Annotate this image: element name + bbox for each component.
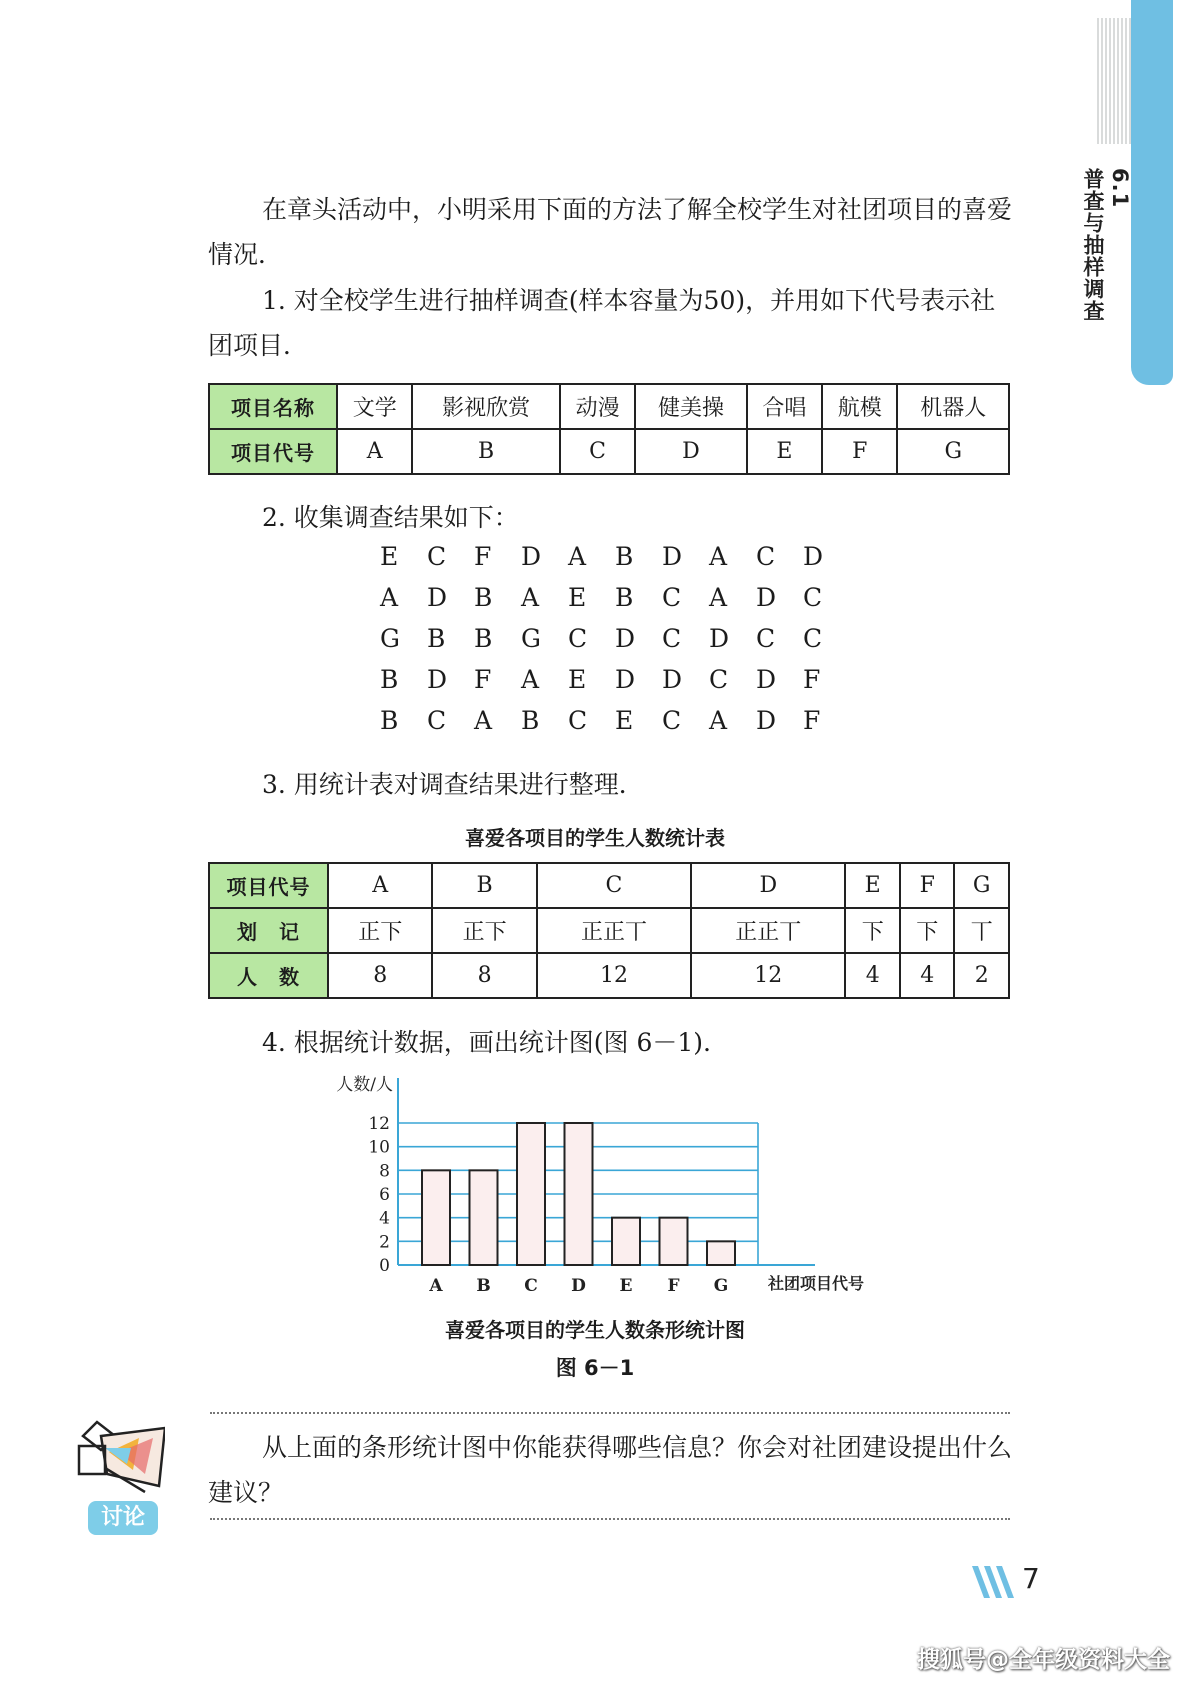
side-decoration-lines: [1097, 18, 1131, 144]
page-number-stripes-icon: [972, 1566, 1018, 1600]
survey-letter: D: [709, 624, 730, 653]
survey-letter: A: [380, 583, 399, 612]
survey-letter: F: [803, 665, 821, 694]
survey-letter: A: [521, 583, 540, 612]
project-name-cell: 文学: [337, 384, 412, 429]
survey-letter: C: [662, 624, 682, 653]
project-code-cell: E: [747, 429, 822, 474]
project-code-row: [209, 429, 1009, 474]
count-cell: 8: [432, 953, 536, 998]
survey-letter: F: [474, 665, 492, 694]
stats-code-cell: F: [900, 863, 954, 908]
survey-row: [380, 583, 850, 624]
tally-cell: 丅: [954, 908, 1009, 953]
chapter-side-tab: [1131, 0, 1173, 385]
step-2-paragraph: 2. 收集调查结果如下：: [262, 503, 519, 532]
survey-letter: C: [803, 583, 823, 612]
survey-letter: A: [521, 665, 540, 694]
count-cell: 2: [954, 953, 1009, 998]
survey-letter: D: [803, 542, 824, 571]
x-tick-label: C: [524, 1276, 538, 1296]
count-cell: 12: [537, 953, 691, 998]
project-code-header: 项目代号: [209, 429, 337, 474]
y-tick-label: 2: [379, 1232, 390, 1253]
project-name-cell: 影视欣赏: [412, 384, 559, 429]
project-code-cell: D: [635, 429, 746, 474]
y-tick-label: 12: [368, 1114, 390, 1134]
survey-letter: F: [474, 542, 492, 571]
project-code-cell: F: [822, 429, 897, 474]
survey-letter: C: [709, 665, 729, 694]
section-heading: [1081, 168, 1132, 322]
stats-code-row: [209, 863, 1009, 908]
discussion-top-divider: [210, 1412, 1010, 1414]
x-tick-label: F: [667, 1276, 680, 1296]
chart-title: 喜爱各项目的学生人数条形统计图: [445, 1318, 745, 1342]
count-cell: 12: [691, 953, 845, 998]
survey-letter: D: [615, 624, 636, 653]
y-tick-label: 0: [379, 1256, 390, 1276]
survey-letter: C: [427, 542, 447, 571]
survey-letter: D: [756, 665, 777, 694]
survey-letter: E: [380, 542, 399, 571]
discussion-text: 从上面的条形统计图中你能获得哪些信息？你会对社团建设提出什么建议？: [208, 1433, 1013, 1507]
survey-letter: C: [803, 624, 823, 653]
project-name-row: [209, 384, 1009, 429]
survey-letter: D: [427, 665, 448, 694]
tally-cell: 正正丅: [691, 908, 845, 953]
x-axis-label: 社团项目代号: [768, 1274, 865, 1293]
stats-count-header: 人 数: [209, 953, 328, 998]
survey-letter: B: [521, 706, 540, 735]
section-number: 6.1: [1108, 168, 1132, 209]
bar-D: [565, 1123, 593, 1265]
project-name-cell: 动漫: [560, 384, 635, 429]
discussion-bottom-divider: [210, 1518, 1010, 1520]
stats-code-header: 项目代号: [209, 863, 328, 908]
stats-count-row: [209, 953, 1009, 998]
survey-letter: D: [615, 665, 636, 694]
survey-letter: D: [662, 542, 683, 571]
tally-cell: 正下: [432, 908, 536, 953]
y-tick-label: 4: [379, 1208, 390, 1229]
step-1-paragraph: 1. 对全校学生进行抽样调查(样本容量为50)，并用如下代号表示社团项目．: [208, 286, 996, 360]
stats-code-cell: A: [328, 863, 432, 908]
x-tick-label: B: [476, 1276, 491, 1296]
survey-letter: C: [568, 624, 588, 653]
tally-cell: 下: [900, 908, 954, 953]
survey-letter: A: [568, 542, 587, 571]
bar-A: [422, 1170, 450, 1265]
y-tick-label: 10: [368, 1137, 390, 1158]
tally-cell: 正正丅: [537, 908, 691, 953]
project-name-cell: 合唱: [747, 384, 822, 429]
survey-letter: G: [380, 624, 400, 653]
survey-letter: C: [662, 583, 682, 612]
project-name-cell: 航模: [822, 384, 897, 429]
survey-letter: D: [756, 583, 777, 612]
survey-letter: D: [427, 583, 448, 612]
count-cell: 8: [328, 953, 432, 998]
bar-chart: [310, 1070, 910, 1300]
survey-row: [380, 665, 850, 706]
survey-letter: F: [803, 706, 821, 735]
survey-letter: B: [615, 583, 634, 612]
project-name-cell: 健美操: [635, 384, 746, 429]
stats-code-cell: E: [845, 863, 899, 908]
survey-letter: B: [474, 583, 493, 612]
stats-tally-row: [209, 908, 1009, 953]
survey-letter: D: [756, 706, 777, 735]
survey-results-grid: [380, 542, 850, 747]
discussion-icon: [75, 1408, 165, 1498]
project-name-header: 项目名称: [209, 384, 337, 429]
tally-cell: 正下: [328, 908, 432, 953]
x-tick-label: G: [713, 1276, 729, 1296]
survey-letter: A: [709, 542, 728, 571]
stats-code-cell: B: [432, 863, 536, 908]
x-tick-label: A: [429, 1276, 443, 1296]
survey-letter: A: [474, 706, 493, 735]
survey-letter: G: [521, 624, 541, 653]
survey-letter: B: [380, 706, 399, 735]
survey-letter: E: [568, 583, 587, 612]
survey-letter: B: [615, 542, 634, 571]
stats-code-cell: G: [954, 863, 1009, 908]
bar-E: [612, 1218, 640, 1265]
project-code-cell: C: [560, 429, 635, 474]
section-title: 普查与抽样调查: [1081, 168, 1105, 322]
bar-G: [707, 1241, 735, 1265]
survey-letter: A: [709, 706, 728, 735]
survey-row: [380, 542, 850, 583]
survey-letter: C: [427, 706, 447, 735]
project-code-cell: G: [897, 429, 1009, 474]
intro-paragraph: 在章头活动中，小明采用下面的方法了解全校学生对社团项目的喜爱情况．: [208, 195, 1013, 269]
step-3-paragraph: 3. 用统计表对调查结果进行整理．: [262, 770, 644, 799]
survey-letter: C: [756, 542, 776, 571]
survey-letter: C: [662, 706, 682, 735]
survey-letter: E: [568, 665, 587, 694]
stats-code-cell: C: [537, 863, 691, 908]
survey-letter: C: [756, 624, 776, 653]
y-tick-label: 6: [379, 1185, 390, 1205]
survey-letter: D: [662, 665, 683, 694]
tally-cell: 下: [845, 908, 899, 953]
x-tick-label: E: [619, 1276, 633, 1296]
survey-letter: A: [709, 583, 728, 612]
page-number: 7: [1022, 1562, 1040, 1595]
bar-C: [517, 1123, 545, 1265]
survey-letter: C: [568, 706, 588, 735]
figure-label: 图 6－1: [555, 1356, 635, 1380]
project-name-cell: 机器人: [897, 384, 1009, 429]
project-code-cell: A: [337, 429, 412, 474]
stats-table-caption: 喜爱各项目的学生人数统计表: [465, 826, 725, 850]
bar-B: [470, 1170, 498, 1265]
project-code-cell: B: [412, 429, 559, 474]
x-tick-label: D: [571, 1276, 586, 1296]
y-tick-label: 8: [379, 1161, 390, 1182]
survey-row: [380, 624, 850, 665]
project-codes-table: [208, 383, 1010, 475]
stats-table: [208, 862, 1010, 999]
step-4-paragraph: 4. 根据统计数据，画出统计图(图 6－1)．: [262, 1028, 729, 1057]
bar-F: [660, 1218, 688, 1265]
y-axis-label: 人数/人: [336, 1075, 393, 1095]
count-cell: 4: [845, 953, 899, 998]
stats-tally-header: 划 记: [209, 908, 328, 953]
survey-letter: E: [615, 706, 634, 735]
survey-row: [380, 706, 850, 747]
survey-letter: B: [427, 624, 446, 653]
stats-code-cell: D: [691, 863, 845, 908]
count-cell: 4: [900, 953, 954, 998]
discussion-label: 讨论: [88, 1501, 158, 1535]
survey-letter: B: [474, 624, 493, 653]
watermark: 搜狐号@全年级资料大全: [917, 1647, 1170, 1673]
survey-letter: D: [521, 542, 542, 571]
survey-letter: B: [380, 665, 399, 694]
